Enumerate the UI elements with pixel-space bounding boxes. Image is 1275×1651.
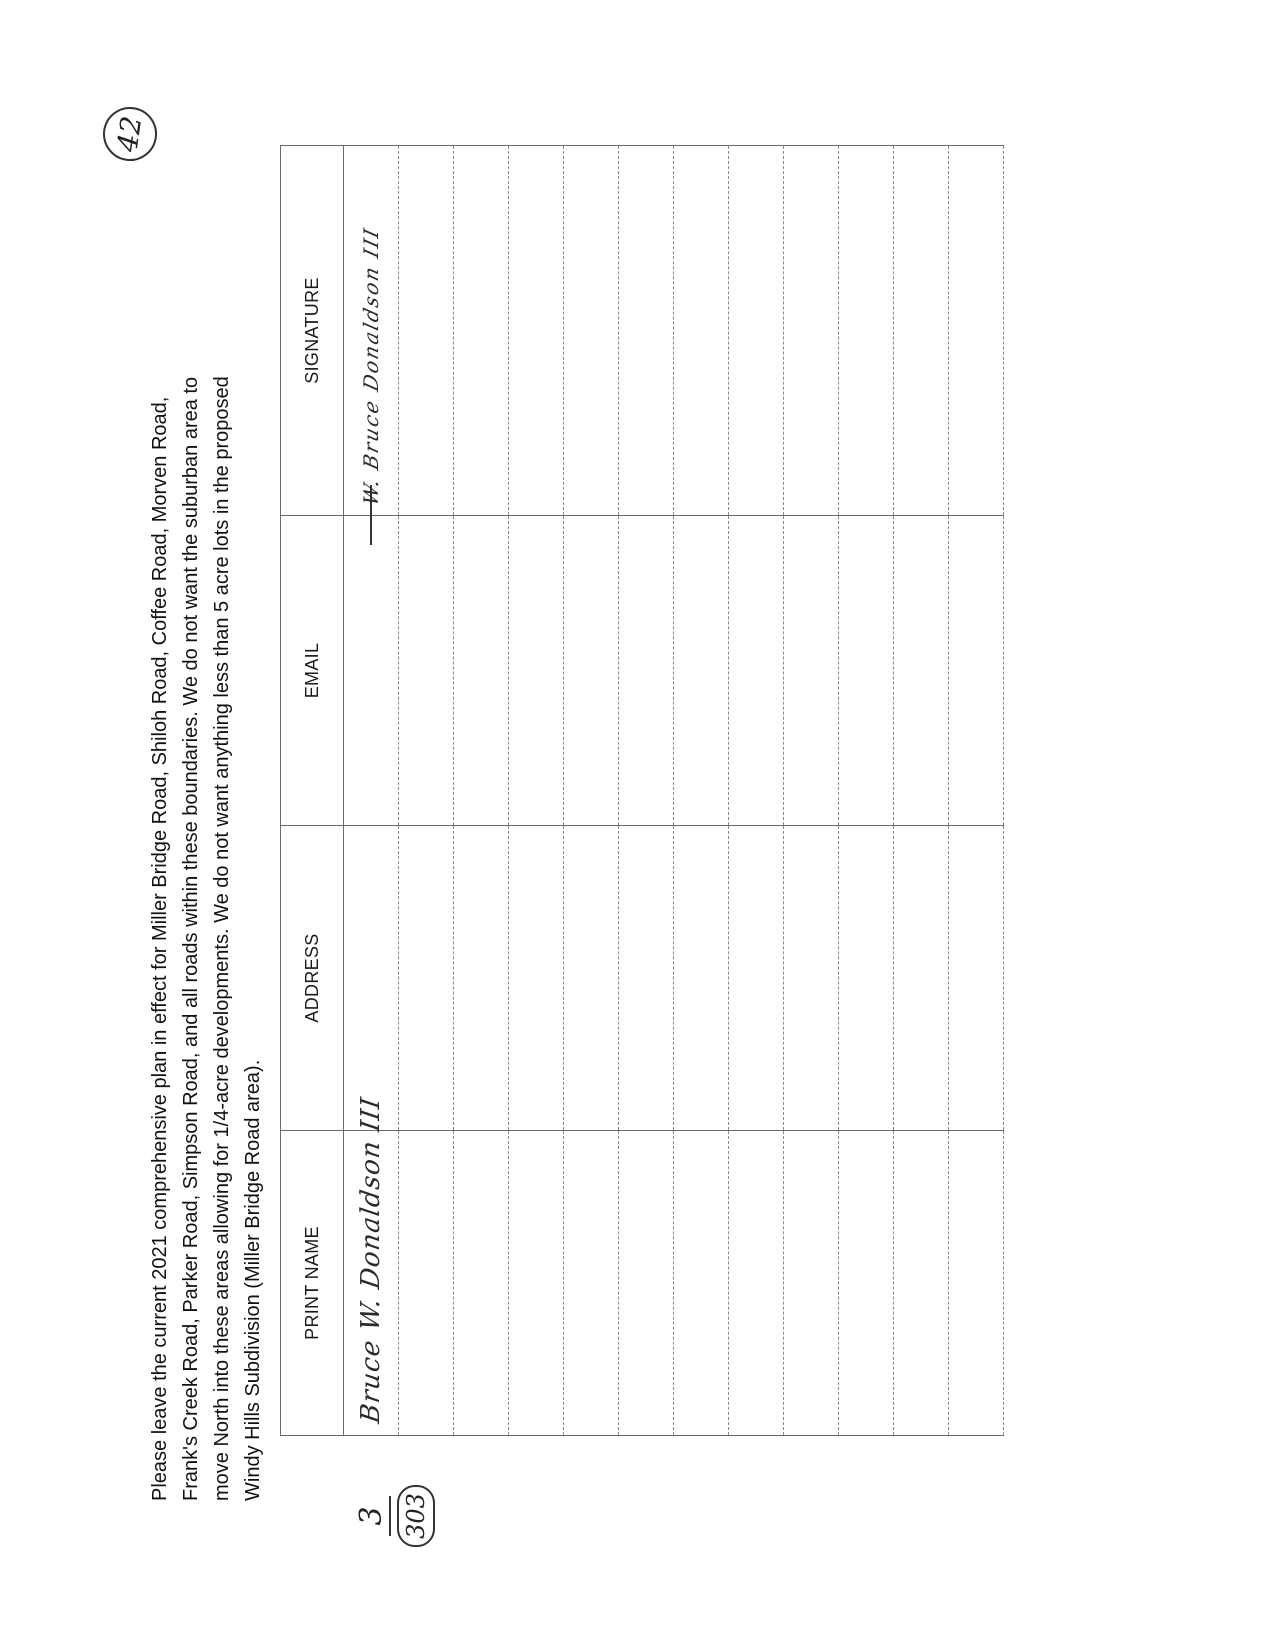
address-cell[interactable]	[509, 826, 564, 1131]
address-cell[interactable]	[839, 826, 894, 1131]
header-signature: SIGNATURE	[281, 146, 344, 516]
address-cell[interactable]	[399, 826, 454, 1131]
header-print-name: PRINT NAME	[281, 1131, 344, 1436]
email-cell[interactable]	[784, 516, 839, 826]
table-row	[399, 146, 454, 1436]
signature-cell[interactable]	[729, 146, 784, 516]
print-name-cell[interactable]	[674, 1131, 729, 1436]
address-cell[interactable]	[894, 826, 949, 1131]
sheet-count-top: 3	[355, 1496, 391, 1536]
table-row	[619, 146, 674, 1436]
table-row	[894, 146, 949, 1436]
print-name-cell[interactable]	[399, 1131, 454, 1436]
signature-cell[interactable]	[344, 146, 399, 516]
table-row	[729, 146, 784, 1436]
table-row	[839, 146, 894, 1436]
print-name-cell[interactable]	[619, 1131, 674, 1436]
email-cell[interactable]	[344, 516, 399, 826]
signature-cell[interactable]	[674, 146, 729, 516]
table-row	[344, 146, 399, 1436]
sheet-count-bottom: 303	[397, 1485, 435, 1547]
signature-cell[interactable]	[894, 146, 949, 516]
table-header-row	[281, 146, 344, 1436]
table-row	[564, 146, 619, 1436]
print-name-cell[interactable]	[509, 1131, 564, 1436]
signature-cell[interactable]	[564, 146, 619, 516]
print-name-cell[interactable]	[784, 1131, 839, 1436]
print-name-cell[interactable]	[454, 1131, 509, 1436]
table-row	[949, 146, 1004, 1436]
table-row	[454, 146, 509, 1436]
print-name-cell[interactable]	[729, 1131, 784, 1436]
signature-cell[interactable]	[949, 146, 1004, 516]
page-number-circle: 42	[100, 104, 161, 165]
email-cell[interactable]	[619, 516, 674, 826]
address-cell[interactable]	[784, 826, 839, 1131]
handwritten-name: Bruce W. Donaldson III	[356, 1095, 386, 1426]
handwritten-signature: W. Bruce Donaldson III	[359, 224, 383, 508]
signature-cell[interactable]	[454, 146, 509, 516]
petition-line: Windy Hills Subdivision (Miller Bridge Road area).	[242, 1059, 264, 1501]
print-name-cell[interactable]	[839, 1131, 894, 1436]
signature-cell[interactable]	[839, 146, 894, 516]
petition-text	[145, 141, 269, 1501]
header-address: ADDRESS	[281, 826, 344, 1131]
table-row	[674, 146, 729, 1436]
signature-cell[interactable]	[509, 146, 564, 516]
email-cell[interactable]	[839, 516, 894, 826]
header-email: EMAIL	[281, 516, 344, 826]
signature-table	[280, 145, 1004, 1436]
address-cell[interactable]	[949, 826, 1004, 1131]
print-name-cell[interactable]	[949, 1131, 1004, 1436]
table-row	[509, 146, 564, 1436]
petition-line: Please leave the current 2021 comprehensive plan in effect for Miller Bridge Road, Shiloh Road, Coffee Road, Morven Road,	[149, 396, 171, 1501]
email-cell[interactable]	[949, 516, 1004, 826]
email-cell[interactable]	[674, 516, 729, 826]
petition-line: move North into these areas allowing for 1/4-acre developments. We do not want anything less than 5 acre lots in the proposed	[211, 376, 233, 1501]
email-cell[interactable]	[399, 516, 454, 826]
email-cell[interactable]	[894, 516, 949, 826]
address-cell[interactable]	[619, 826, 674, 1131]
email-cell[interactable]	[509, 516, 564, 826]
signature-cell[interactable]	[784, 146, 839, 516]
table-row	[784, 146, 839, 1436]
address-cell[interactable]	[729, 826, 784, 1131]
signature-cell[interactable]	[619, 146, 674, 516]
print-name-cell[interactable]	[564, 1131, 619, 1436]
address-cell[interactable]	[454, 826, 509, 1131]
email-cell[interactable]	[564, 516, 619, 826]
signature-cell[interactable]	[399, 146, 454, 516]
address-cell[interactable]	[344, 826, 399, 1131]
email-cell[interactable]	[454, 516, 509, 826]
address-cell[interactable]	[674, 826, 729, 1131]
petition-line: Frank's Creek Road, Parker Road, Simpson Road, and all roads within these boundaries. We do not want the suburban area to	[180, 376, 202, 1501]
print-name-cell[interactable]	[894, 1131, 949, 1436]
email-cell[interactable]	[729, 516, 784, 826]
address-cell[interactable]	[564, 826, 619, 1131]
print-name-cell[interactable]	[344, 1095, 399, 1436]
sheet-count-annotation	[355, 1476, 435, 1556]
